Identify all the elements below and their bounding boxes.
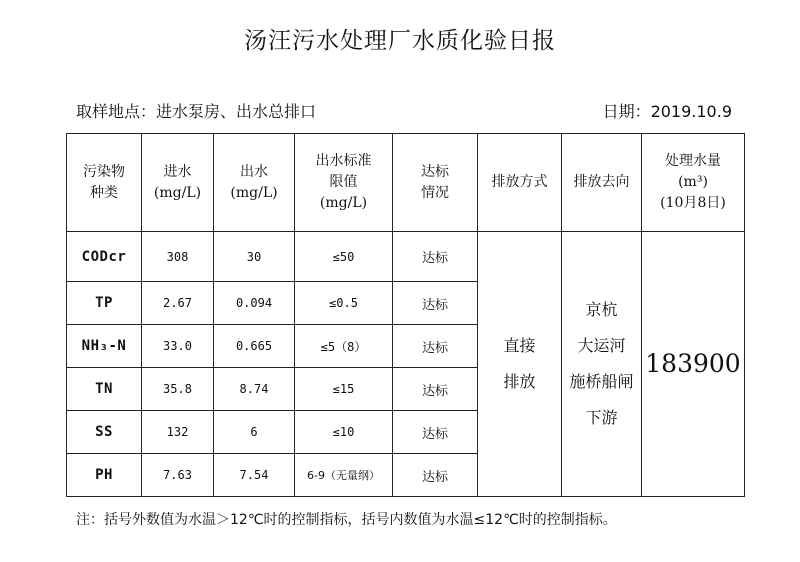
limit-cell: ≤10 xyxy=(295,411,393,454)
status-cell: 达标 xyxy=(393,282,478,325)
effluent-cell: 7.54 xyxy=(214,454,295,497)
report-title: 汤汪污水处理厂水质化验日报 xyxy=(244,28,556,54)
limit-cell: 6-9（无量纲） xyxy=(295,454,393,497)
influent-cell: 33.0 xyxy=(142,325,214,368)
pollutant-cell: CODcr xyxy=(67,232,142,282)
discharge-destination-cell: 京杭 大运河 施桥船闸 下游 xyxy=(562,232,642,497)
header-treated-volume: 处理水量 (m³) (10月8日) xyxy=(642,134,745,232)
influent-cell: 132 xyxy=(142,411,214,454)
treated-volume-cell: 183900 xyxy=(642,232,745,497)
discharge-method-cell: 直接 排放 xyxy=(478,232,562,497)
table-row xyxy=(67,232,745,282)
pollutant-cell: TN xyxy=(67,368,142,411)
influent-cell: 35.8 xyxy=(142,368,214,411)
effluent-cell: 8.74 xyxy=(214,368,295,411)
status-cell: 达标 xyxy=(393,411,478,454)
pollutant-cell: NH₃-N xyxy=(67,325,142,368)
status-cell: 达标 xyxy=(393,368,478,411)
report-date: 日期：2019.10.9 xyxy=(602,102,732,121)
header-compliance: 达标 情况 xyxy=(393,134,478,232)
header-row xyxy=(67,134,745,232)
footnote: 注：括号外数值为水温＞12℃时的控制指标，括号内数值为水温≤12℃时的控制指标。 xyxy=(76,512,617,528)
effluent-cell: 0.665 xyxy=(214,325,295,368)
header-limit: 出水标准 限值 (mg/L) xyxy=(295,134,393,232)
water-quality-table xyxy=(66,133,745,497)
pollutant-cell: PH xyxy=(67,454,142,497)
effluent-cell: 6 xyxy=(214,411,295,454)
pollutant-cell: SS xyxy=(67,411,142,454)
influent-cell: 308 xyxy=(142,232,214,282)
limit-cell: ≤0.5 xyxy=(295,282,393,325)
sampling-location: 取样地点：进水泵房、出水总排口 xyxy=(76,102,317,121)
header-discharge-destination: 排放去向 xyxy=(562,134,642,232)
limit-cell: ≤50 xyxy=(295,232,393,282)
limit-cell: ≤15 xyxy=(295,368,393,411)
effluent-cell: 0.094 xyxy=(214,282,295,325)
limit-cell: ≤5（8） xyxy=(295,325,393,368)
pollutant-cell: TP xyxy=(67,282,142,325)
influent-cell: 7.63 xyxy=(142,454,214,497)
status-cell: 达标 xyxy=(393,232,478,282)
effluent-cell: 30 xyxy=(214,232,295,282)
influent-cell: 2.67 xyxy=(142,282,214,325)
header-influent: 进水 (mg/L) xyxy=(142,134,214,232)
header-effluent: 出水 (mg/L) xyxy=(214,134,295,232)
status-cell: 达标 xyxy=(393,325,478,368)
header-pollutant: 污染物 种类 xyxy=(67,134,142,232)
status-cell: 达标 xyxy=(393,454,478,497)
header-discharge-method: 排放方式 xyxy=(478,134,562,232)
